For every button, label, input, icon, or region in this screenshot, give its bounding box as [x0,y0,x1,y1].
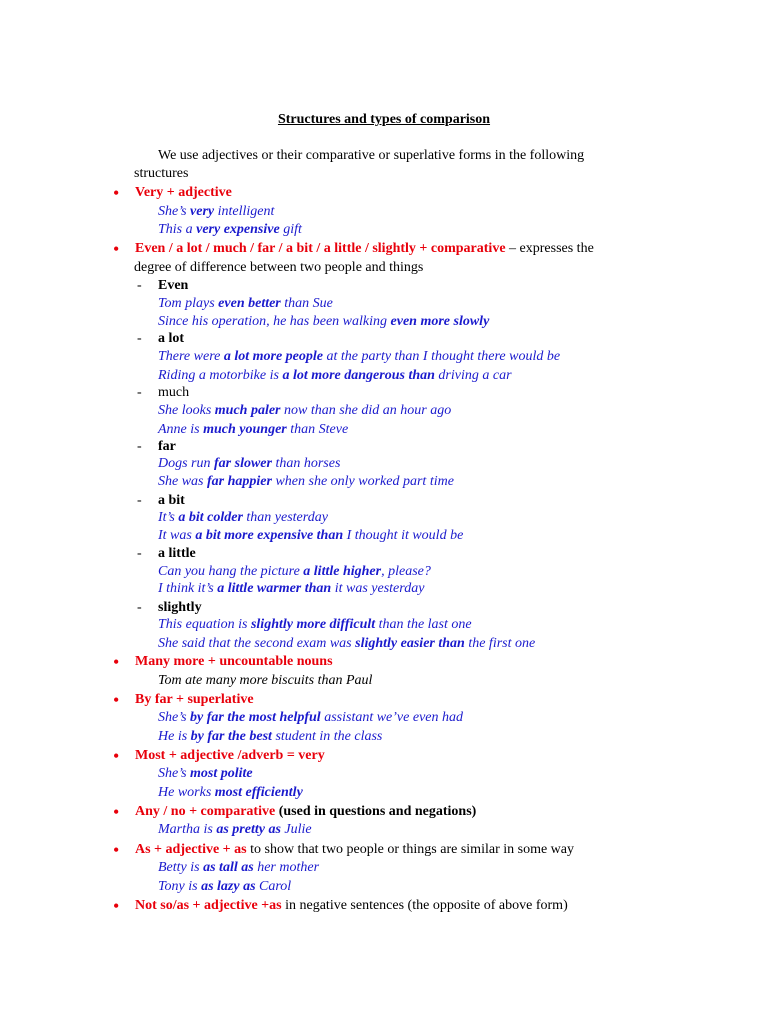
dash-marker: - [137,331,142,346]
dash-marker: - [137,546,142,561]
example-line: He works most efficiently [158,785,303,800]
sub-label-much: much [158,385,190,400]
sub-label-a-lot: a lot [158,331,185,346]
example-line: There were a lot more people at the party than I thought there would be [158,349,561,364]
sub-label-far: far [158,439,176,454]
example-line: This equation is slightly more difficult than the last one [158,617,472,632]
example-line: I think it’s a little warmer than it was yesterday [158,581,425,596]
dash-marker: - [137,385,142,400]
bullet-icon: • [113,802,120,822]
dash-marker: - [137,600,142,615]
sub-label-a-bit: a bit [158,493,185,508]
example-line: It was a bit more expensive than I thought it would be [158,528,464,543]
bullet-icon: • [113,840,120,860]
page-title: Structures and types of comparison [277,112,491,127]
section-heading-not-so-as: Not so/as + adjective +as in negative sentences (the opposite of above form) [135,898,568,913]
section-heading-any-no: Any / no + comparative (used in questions and negations) [135,804,477,819]
example-line: Martha is as pretty as Julie [158,822,312,837]
section-heading-by-far: By far + superlative [135,692,254,707]
bullet-icon: • [113,183,120,203]
example-line: It’s a bit colder than yesterday [158,510,328,525]
bullet-icon: • [113,690,120,710]
intro-line-2: structures [134,166,189,181]
section-heading-most: Most + adjective /adverb = very [135,748,325,763]
example-line: Since his operation, he has been walking even more slowly [158,314,490,329]
section-heading-degree: Even / a lot / much / far / a bit / a little / slightly + comparative – expresses the [135,241,594,256]
section-heading-as-as: As + adjective + as to show that two people or things are similar in some way [135,842,574,857]
bullet-icon: • [113,239,120,259]
section-heading-very: Very + adjective [135,185,232,200]
example-line: Dogs run far slower than horses [158,456,341,471]
sub-label-slightly: slightly [158,600,202,615]
example-line: She looks much paler now than she did an hour ago [158,403,452,418]
dash-marker: - [137,278,142,293]
example-line: Betty is as tall as her mother [158,860,320,875]
section-text-line: degree of difference between two people and things [134,260,424,275]
example-line: Riding a motorbike is a lot more dangerous than driving a car [158,368,512,383]
bullet-icon: • [113,896,120,916]
bullet-icon: • [113,652,120,672]
example-line: She’s most polite [158,766,253,781]
example-line: Can you hang the picture a little higher, please? [158,564,431,579]
dash-marker: - [137,493,142,508]
example-line: Tony is as lazy as Carol [158,879,292,894]
example-line: Anne is much younger than Steve [158,422,349,437]
example-line: This a very expensive gift [158,222,302,237]
example-line: She’s very intelligent [158,204,275,219]
example-line: Tom ate many more biscuits than Paul [158,673,373,688]
example-line: He is by far the best student in the class [158,729,383,744]
example-line: She said that the second exam was slightly easier than the first one [158,636,536,651]
example-line: She’s by far the most helpful assistant we’ve even had [158,710,463,725]
bullet-icon: • [113,746,120,766]
dash-marker: - [137,439,142,454]
example-line: Tom plays even better than Sue [158,296,333,311]
section-heading-many-more: Many more + uncountable nouns [135,654,333,669]
sub-label-even: Even [158,278,189,293]
example-line: She was far happier when she only worked part time [158,474,454,489]
sub-label-a-little: a little [158,546,196,561]
intro-line-1: We use adjectives or their comparative or superlative forms in the following [158,148,585,163]
